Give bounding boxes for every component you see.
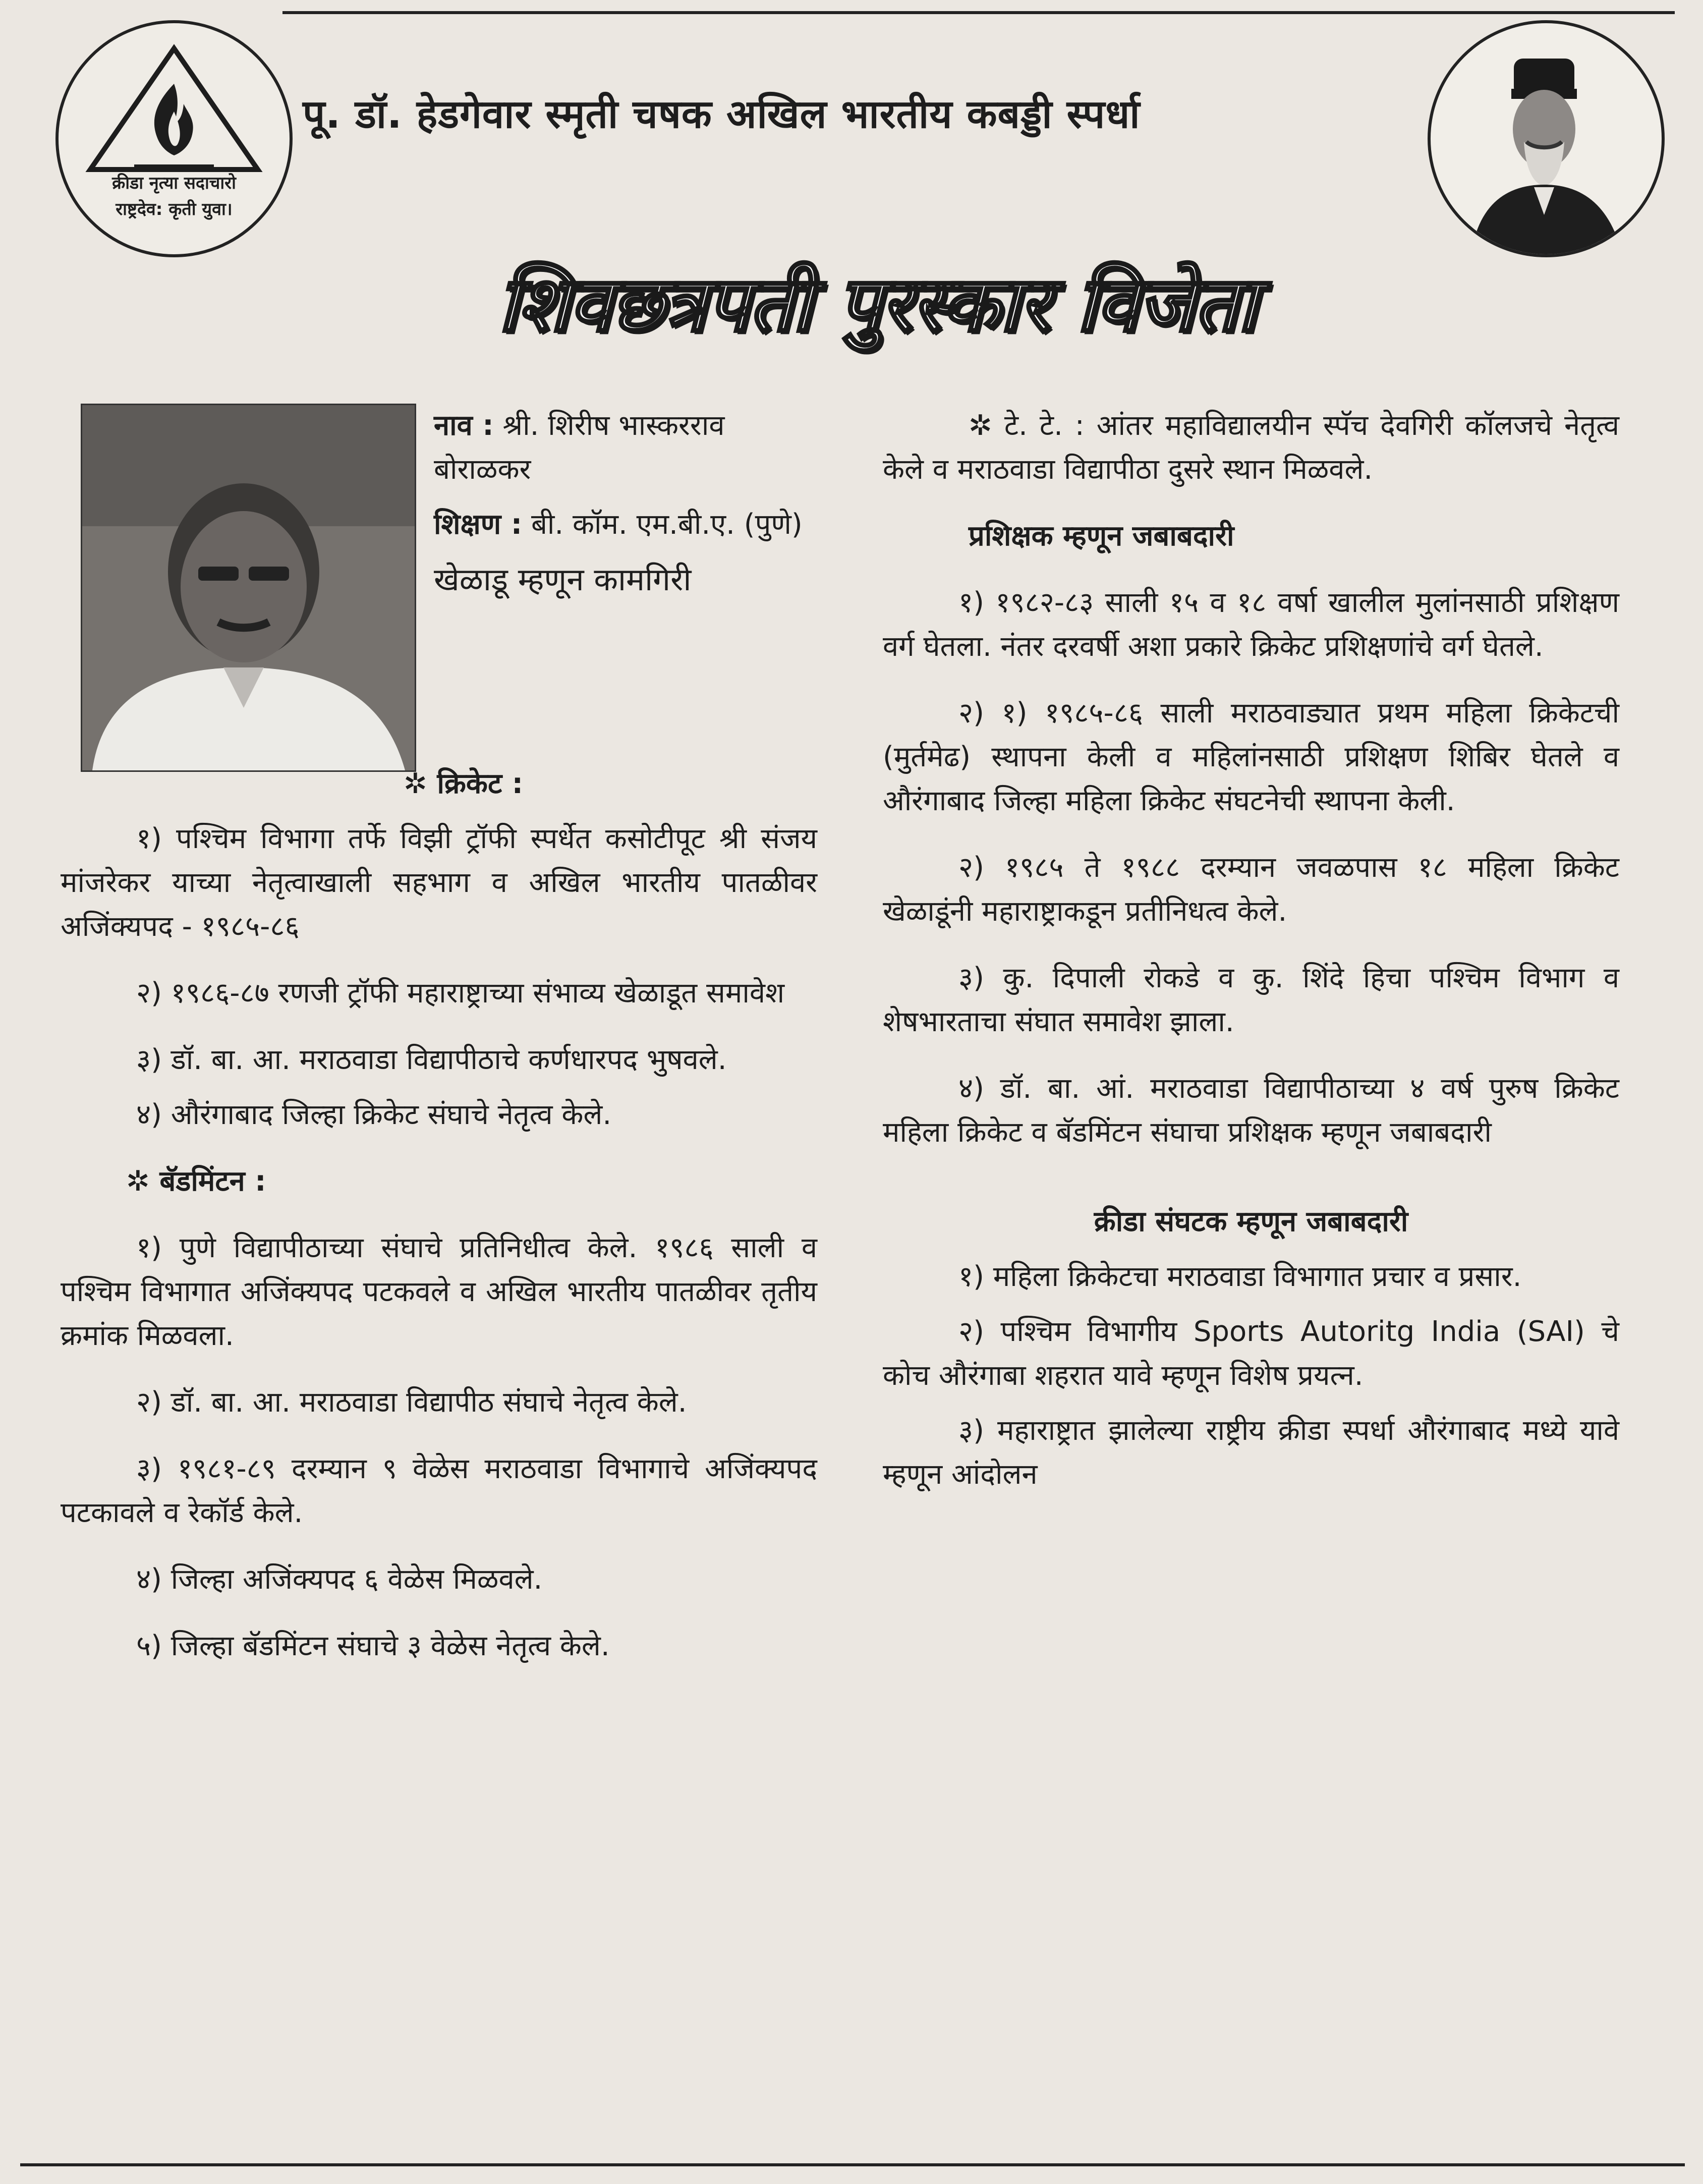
left-column	[61, 762, 817, 1668]
awardee-photo	[81, 404, 416, 772]
hedgewar-portrait-icon	[1431, 23, 1662, 254]
event-header: पू. डॉ. हेडगेवार स्मृती चषक अखिल भारतीय कबड्डी स्पर्धा	[303, 92, 1141, 137]
badminton-heading: ✲ बॅडमिंटन :	[126, 1165, 266, 1198]
badminton-item: २) डॉ. बा. आ. मराठवाडा विद्यापीठ संघाचे नेतृत्व केले.	[136, 1386, 687, 1419]
emblem-motto-line1: क्रीडा नृत्या सदाचारो	[112, 173, 236, 193]
badminton-item: ३) १९८१-८९ दरम्यान ९ वेळेस मराठवाडा विभागाचे अजिंक्यपद पटकावले व रेकॉर्ड केले.	[61, 1452, 817, 1529]
name-value: श्री. शिरीष भास्करराव बोराळकर	[434, 409, 725, 486]
coach-item: २) १) १९८५-८६ साली मराठवाड्यात प्रथम महिला क्रिकेटची (मुर्तमेढ) स्थापना केली व महिलांनसाठी प्रशिक्षण शिबिर घेतले व औरंगाबाद जिल्हा महिला क्रिकेट संघटनेची स्थापना केली.	[883, 697, 1619, 817]
cricket-item: ३) डॉ. बा. आ. मराठवाडा विद्यापीठाचे कर्णधारपद भुषवले.	[136, 1043, 727, 1076]
badminton-item: ५) जिल्हा बॅडमिंटन संघाचे ३ वेळेस नेतृत्व केले.	[136, 1630, 610, 1662]
education-value: बी. कॉम. एम.बी.ए. (पुणे)	[531, 508, 803, 541]
coach-item: ३) कु. दिपाली रोकडे व कु. शिंदे हिचा पश्चिम विभाग व शेषभारताचा संघात समावेश झाला.	[883, 962, 1619, 1038]
profile-name	[434, 404, 827, 491]
badminton-item: ४) जिल्हा अजिंक्यपद ६ वेळेस मिळवले.	[136, 1563, 543, 1596]
bottom-rule	[20, 2163, 1685, 2166]
top-rule	[282, 11, 1675, 14]
cricket-item: १) पश्चिम विभागा तर्फे विझी ट्रॉफी स्पर्धेत कसोटीपूट श्री संजय मांजरेकर याच्या नेतृत्वाखाली सहभाग व अखिल भारतीय पातळीवर अजिंक्यपद - १९८५-८६	[61, 822, 817, 943]
coach-item: १) १९८२-८३ साली १५ व १८ वर्षा खालील मुलांनसाठी प्रशिक्षण वर्ग घेतला. नंतर दरवर्षी अशा प्रकारे क्रिकेट प्रशिक्षणांचे वर्ग घेतले.	[883, 586, 1619, 663]
cricket-item: २) १९८६-८७ रणजी ट्रॉफी महाराष्ट्राच्या संभाव्य खेळाडूत समावेश	[136, 977, 785, 1010]
emblem-motto-line2: राष्ट्रदेव: कृती युवा।	[116, 199, 233, 219]
organizer-item: १) महिला क्रिकेटचा मराठवाडा विभागात प्रचार व प्रसार.	[958, 1260, 1522, 1293]
coach-item: २) १९८५ ते १९८८ दरम्यान जवळपास १८ महिला क्रिकेट खेळाडूंनी महाराष्ट्राकडून प्रतीनिधत्व केले.	[883, 851, 1619, 928]
right-column	[883, 404, 1619, 1496]
organizer-item: ३) महाराष्ट्रात झालेल्या राष्ट्रीय क्रीडा स्पर्धा औरंगाबाद मध्ये यावे म्हणून आंदोलन	[883, 1414, 1619, 1491]
table-tennis-text: ✲ टे. टे. : आंतर महाविद्यालयीन स्पॅच देवगिरी कॉलजचे नेतृत्व केले व मराठवाडा विद्यापीठा दुसरे स्थान मिळवले.	[883, 409, 1619, 486]
emblem-logo	[55, 20, 293, 257]
organizer-item: २) पश्चिम विभागीय Sports Autoritg India (SAI) चे कोच औरंगाबा शहरात यावे म्हणून विशेष प्रयत्न.	[883, 1315, 1619, 1392]
profile-education	[434, 502, 827, 546]
awardee-photo-icon	[82, 405, 415, 770]
name-label: नाव :	[434, 409, 494, 442]
education-label: शिक्षण :	[434, 508, 523, 541]
cricket-heading: ✲ क्रिकेट :	[404, 767, 524, 800]
page-title: शिवछत्रपती पुरस्कार विजेता	[498, 260, 1258, 349]
player-role-line: खेळाडू म्हणून कामगिरी	[434, 561, 692, 598]
coach-heading: प्रशिक्षक म्हणून जबाबदारी	[969, 520, 1234, 552]
cricket-item: ४) औरंगाबाद जिल्हा क्रिकेट संघाचे नेतृत्व केले.	[136, 1098, 612, 1131]
badminton-item: १) पुणे विद्यापीठाच्या संघाचे प्रतिनिधीत्व केले. १९८६ साली व पश्चिम विभागात अजिंक्यपद पटकवले व अखिल भारतीय पातळीवर तृतीय क्रमांक मिळवला.	[61, 1231, 817, 1352]
founder-portrait	[1428, 20, 1665, 257]
profile-block	[434, 404, 827, 601]
organizer-heading: क्रीडा संघटक म्हणून जबाबदारी	[1094, 1205, 1408, 1238]
coach-item: ४) डॉ. बा. आं. मराठवाडा विद्यापीठाच्या ४ वर्ष पुरुष क्रिकेट महिला क्रिकेट व बॅडमिंटन संघाचा प्रशिक्षक म्हणून जबाबदारी	[883, 1072, 1619, 1149]
